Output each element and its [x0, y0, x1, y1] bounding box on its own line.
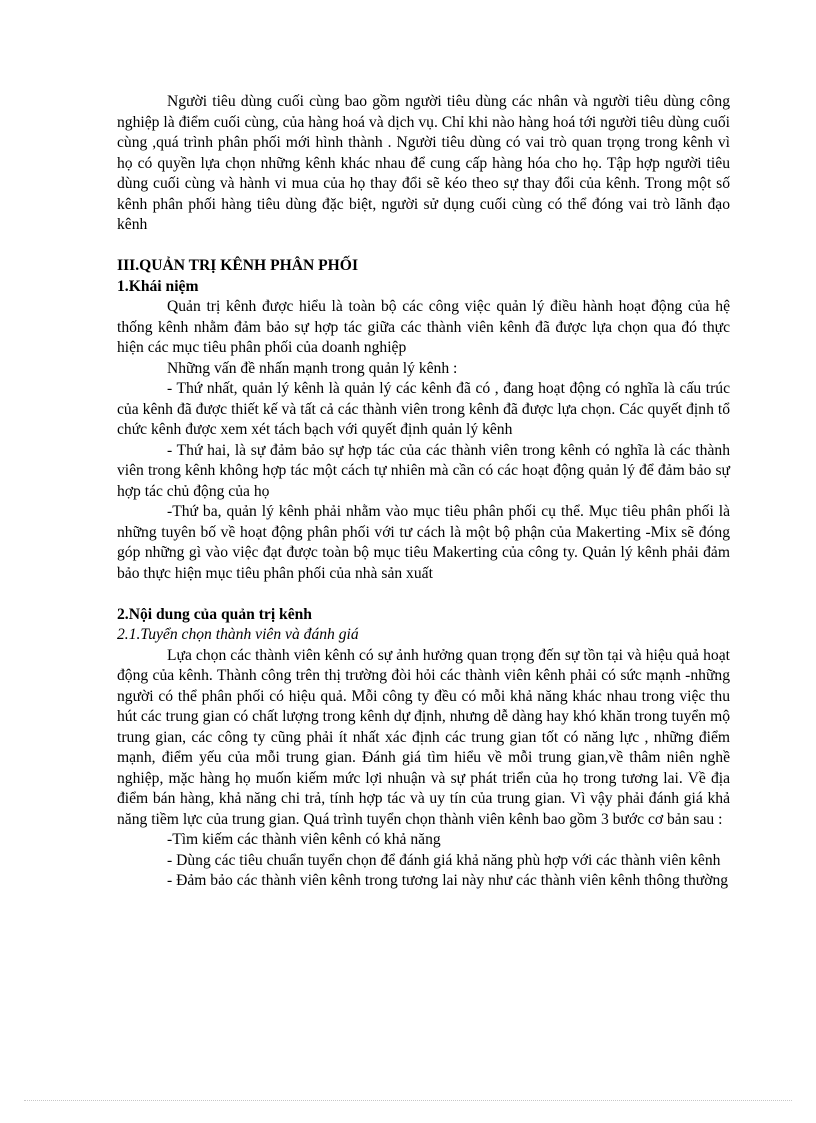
paragraph-point-first: - Thứ nhất, quản lý kênh là quản lý các kênh đã có , đang hoạt động có nghĩa là cấu trúc của kênh đã được thiết kế và tất cả các thành viên trong kênh đã được lựa chọn. Các quyết định tổ chức kênh được xem xét tách bạch với quyết định quản lý kênh: [117, 380, 730, 438]
subsection-heading-selection: 2.1.Tuyển chọn thành viên và đánh giá: [117, 626, 359, 643]
document-body: [117, 92, 730, 892]
spacer: [117, 236, 730, 257]
list-item-step-1: -Tìm kiếm các thành viên kênh có khả năng: [167, 831, 441, 848]
paragraph-emphasis-intro: Những vấn đề nhấn mạnh trong quản lý kênh :: [167, 359, 458, 377]
subsection-heading-content: 2.Nội dung của quản trị kênh: [117, 605, 312, 623]
paragraph-point-third: -Thứ ba, quản lý kênh phải nhằm vào mục tiêu phân phối cụ thể. Mục tiêu phân phối là những tuyên bố về hoạt động phân phối với tư cách là một bộ phận của Makerting -Mix sẽ đóng góp những gì vào việc đạt được toàn bộ mục tiêu Makerting của công ty. Quản lý kênh phải đảm bảo thực hiện mục tiêu phân phối của nhà sản xuất: [117, 503, 730, 582]
paragraph-selection: Lựa chọn các thành viên kênh có sự ảnh hưởng quan trọng đến sự tồn tại và hiệu quả hoạt động của kênh. Thành công trên thị trường đòi hỏi các thành viên kênh phải có sức mạnh -những người có thể phân phối có hiệu quả. Mỗi công ty đều có mỗi khả năng khác nhau trong việc thu hút các trung gian có chất lượng trong kênh dự định, nhưng dễ dàng hay khó khăn trong tuyển mộ trung gian, các công ty cũng phải ít nhất xác định các trung gian tốt có năng lực , những điểm mạnh, điểm yếu của mỗi trung gian. Đánh giá tìm hiểu về mỗi trung gian,về thâm niên nghề nghiệp, mặc hàng họ muốn kiếm mức lợi nhuận và sự phát triển của họ trong tương lai. Về địa điểm bán hàng, khả năng chi trả, tính hợp tác và uy tín của trung gian. Vì vậy phải đánh giá khả năng tiềm lực của trung gian. Quá trình tuyển chọn thành viên kênh bao gồm 3 bước cơ bản sau :: [117, 646, 730, 828]
subsection-heading-concept: 1.Khái niệm: [117, 277, 199, 295]
page-border-divider: [24, 1100, 792, 1101]
spacer: [117, 584, 730, 605]
paragraph-point-second: - Thứ hai, là sự đảm bảo sự hợp tác của các thành viên trong kênh có nghĩa là các thành viên trong kênh không hợp tác một cách tự nhiên mà cần có các hoạt động quản lý để đảm bảo sự hợp tác chủ động của họ: [117, 441, 730, 500]
paragraph-end-consumers: Người tiêu dùng cuối cùng bao gồm người tiêu dùng các nhân và người tiêu dùng công nghiệp là điểm cuối cùng, của hàng hoá và dịch vụ. Chỉ khi nào hàng hoá tới người tiêu dùng cuối cùng ,quá trình phân phối mới hình thành . Người tiêu dùng có vai trò quan trọng trong kênh vì họ có quyền lựa chọn những kênh khác nhau để cung cấp hàng hóa cho họ. Tập hợp người tiêu dùng cuối cùng và hành vi mua của họ thay đổi sẽ kéo theo sự thay đổi của kênh. Trong một số kênh phân phối hàng tiêu dùng đặc biệt, người sử dụng cuối cùng có thể đóng vai trò lãnh đạo kênh: [117, 93, 730, 233]
section-heading-channel-management: III.QUẢN TRỊ KÊNH PHÂN PHỐI: [117, 257, 359, 274]
list-item-step-3: - Đảm bảo các thành viên kênh trong tương lai này như các thành viên kênh thông thường: [167, 872, 729, 889]
paragraph-definition: Quản trị kênh được hiểu là toàn bộ các công việc quản lý điều hành hoạt động của hệ thống kênh nhằm đảm bảo sự hợp tác giữa các thành viên kênh đã được lựa chọn qua đó thực hiện các mục tiêu phân phối của doanh nghiệp: [117, 298, 730, 356]
list-item-step-2: - Dùng các tiêu chuẩn tuyển chọn để đánh giá khả năng phù hợp với các thành viên kênh: [167, 851, 721, 869]
